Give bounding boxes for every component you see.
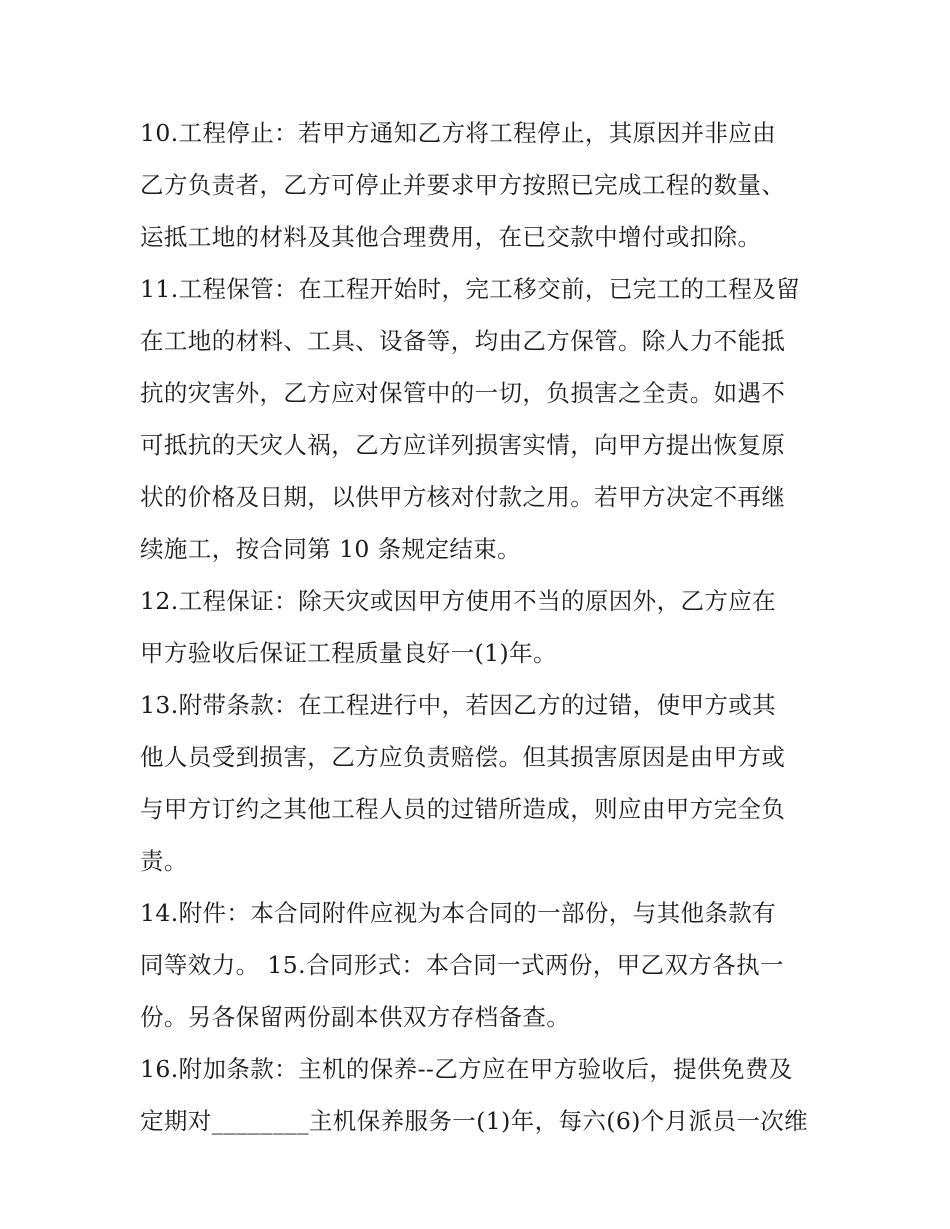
text-line: 他人员受到损害，乙方应负责赔偿。但其损害原因是由甲方或 (140, 743, 786, 771)
text-line: 同等效力。 15.合同形式：本合同一式两份，甲乙双方各执一 (140, 951, 784, 979)
contract-text (140, 107, 820, 1147)
text-line: 甲方验收后保证工程质量良好一(1)年。 (140, 639, 557, 667)
text-line: 运抵工地的材料及其他合理费用，在已交款中增付或扣除。 (140, 223, 762, 251)
text-line: 11.工程保管：在工程开始时，完工移交前，已完工的工程及留 (140, 275, 800, 303)
text-line: 14.附件：本合同附件应视为本合同的一部份，与其他条款有 (140, 899, 777, 927)
text-line: 抗的灾害外，乙方应对保管中的一切，负损害之全责。如遇不 (140, 379, 786, 407)
text-line: 乙方负责者，乙方可停止并要求甲方按照已完成工程的数量、 (140, 171, 786, 199)
text-line: 份。另各保留两份副本供双方存档备查。 (140, 1003, 571, 1031)
text-line: 在工地的材料、工具、设备等，均由乙方保管。除人力不能抵 (140, 327, 786, 355)
text-line: 状的价格及日期，以供甲方核对付款之用。若甲方决定不再继 (140, 483, 786, 511)
text-line: 续施工，按合同第 10 条规定结束。 (140, 535, 522, 563)
text-line: 与甲方订约之其他工程人员的过错所造成，则应由甲方完全负 (140, 795, 786, 823)
text-line: 13.附带条款：在工程进行中，若因乙方的过错，使甲方或其 (140, 691, 777, 719)
text-line: 10.工程停止：若甲方通知乙方将工程停止，其原因并非应由 (140, 119, 777, 147)
text-line: 12.工程保证：除天灾或因甲方使用不当的原因外，乙方应在 (140, 587, 777, 615)
text-line: 责。 (140, 847, 188, 875)
text-line: 可抵抗的天灾人祸，乙方应详列损害实情，向甲方提出恢复原 (140, 431, 786, 459)
text-line: 定期对________主机保养服务一(1)年，每六(6)个月派员一次维 (140, 1107, 809, 1135)
text-line: 16.附加条款：主机的保养--乙方应在甲方验收后，提供免费及 (140, 1055, 793, 1083)
